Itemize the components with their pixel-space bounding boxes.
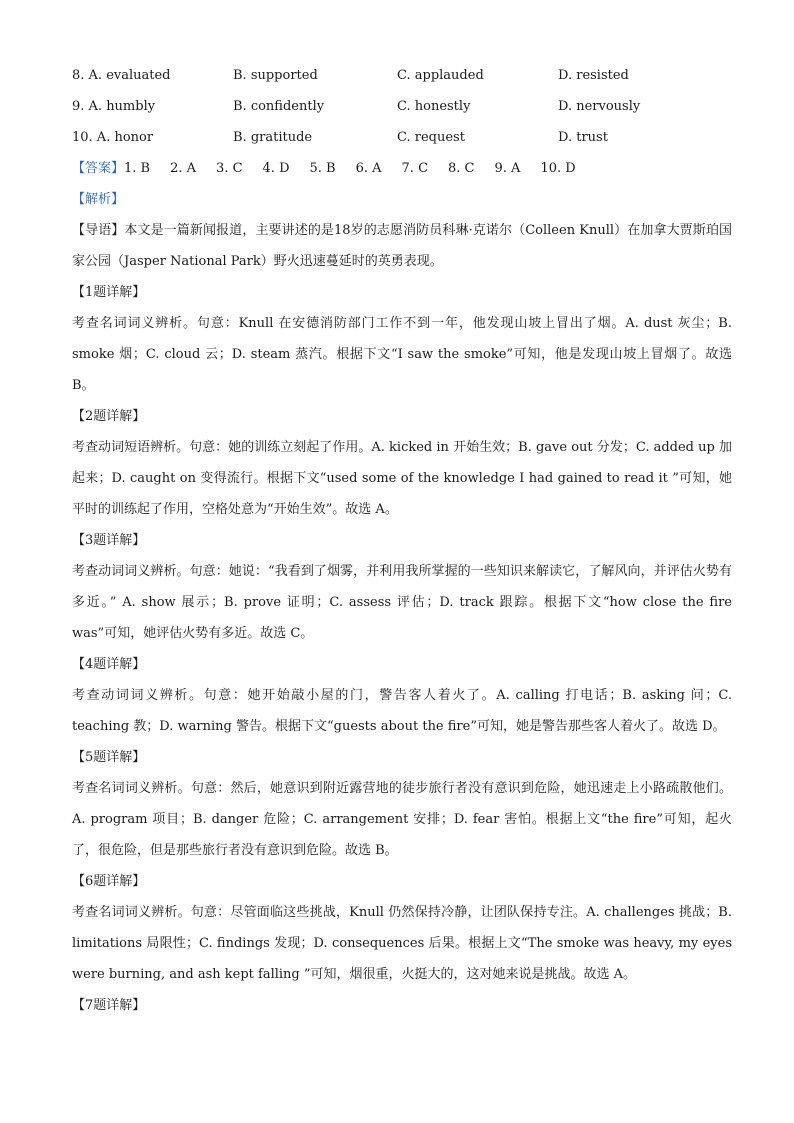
option-10c: C. request xyxy=(397,130,465,145)
options-row-9 xyxy=(72,91,732,122)
section-body-5: 考查名词词义辨析。句意：然后，她意识到附近露营地的徒步旅行者没有意识到危险，她迅速走上小路疏散他们。A. program 项目；B. danger 危险；C. arrangement 安排；D. fear 害怕。根据上文“the fire”可知，起火了，很危险，但是那些旅行者没有意识到危险。故选 B。 xyxy=(72,781,732,858)
option-10d: D. trust xyxy=(558,130,608,145)
section-body-1: 考查名词词义辨析。句意：Knull 在安德消防部门工作不到一年，他发现山坡上冒出了烟。A. dust 灰尘；B. smoke 烟；C. cloud 云；D. steam 蒸汽。根据下文“I saw the smoke”可知，他是发现山坡上冒烟了。故选 B。 xyxy=(72,316,732,393)
section-heading-6: 【6题详解】 xyxy=(72,874,146,889)
answer-7: 7. C xyxy=(401,161,429,176)
intro-label: 【导语】 xyxy=(72,223,125,238)
answer-9: 9. A xyxy=(494,161,521,176)
intro-text: 本文是一篇新闻报道，主要讲述的是18岁的志愿消防员科琳·克诺尔（Colleen Knull）在加拿大贾斯珀国家公园（Jasper National Park）野火迅速蔓延时的英勇表现。 xyxy=(72,223,732,269)
option-9b: B. confidently xyxy=(233,99,325,114)
answer-8: 8. C xyxy=(448,161,475,176)
document-page xyxy=(72,60,732,1021)
answer-10: 10. D xyxy=(540,161,576,176)
section-heading-3: 【3题详解】 xyxy=(72,533,146,548)
answer-6: 6. A xyxy=(355,161,382,176)
option-8b: B. supported xyxy=(233,68,318,83)
option-9d: D. nervously xyxy=(558,99,641,114)
answer-1: 1. B xyxy=(124,161,151,176)
analysis-heading: 【解析】 xyxy=(72,192,125,207)
section-heading-2: 【2题详解】 xyxy=(72,409,146,424)
section-body-4: 考查动词词义辨析。句意：她开始敲小屋的门，警告客人着火了。A. calling 打电话；B. asking 问；C. teaching 教；D. warning 警告。根据下文“guests about the fire”可知，她是警告那些客人着火了。故选 D。 xyxy=(72,688,732,734)
option-8a: 8. A. evaluated xyxy=(72,68,171,83)
section-heading-7: 【7题详解】 xyxy=(72,998,146,1013)
section-heading-1: 【1题详解】 xyxy=(72,285,146,300)
options-row-10 xyxy=(72,122,732,153)
section-heading-4: 【4题详解】 xyxy=(72,657,146,672)
option-8d: D. resisted xyxy=(558,68,629,83)
option-10b: B. gratitude xyxy=(233,130,313,145)
answer-2: 2. A xyxy=(170,161,197,176)
section-body-2: 考查动词短语辨析。句意：她的训练立刻起了作用。A. kicked in 开始生效；B. gave out 分发；C. added up 加起来；D. caught on 变得流行。根据下文“used some of the knowledge I had gained to read it ”可知，她平时的训练起了作用，空格处意为“开始生效”。故选 A。 xyxy=(72,440,732,517)
answer-3: 3. C xyxy=(216,161,243,176)
section-heading-5: 【5题详解】 xyxy=(72,750,146,765)
answer-4: 4. D xyxy=(262,161,290,176)
section-body-6: 考查名词词义辨析。句意：尽管面临这些挑战，Knull 仍然保持冷静，让团队保持专注。A. challenges 挑战；B. limitations 局限性；C. findings 发现；D. consequences 后果。根据上文“The smoke was heavy, my eyes were burning, and ash kept falling ”可知，烟很重，火挺大的，这对她来说是挑战。故选 A。 xyxy=(72,905,732,982)
option-9c: C. honestly xyxy=(397,99,471,114)
options-row-8 xyxy=(72,60,732,91)
option-10a: 10. A. honor xyxy=(72,130,154,145)
option-8c: C. applauded xyxy=(397,68,484,83)
section-body-3: 考查动词词义辨析。句意：她说：“我看到了烟雾，并利用我所掌握的一些知识来解读它，了解风向，并评估火势有多近。” A. show 展示；B. prove 证明；C. assess 评估；D. track 跟踪。根据下文“how close the fire was”可知，她评估火势有多近。故选 C。 xyxy=(72,564,732,641)
answers-label: 【答案】 xyxy=(72,161,125,176)
option-9a: 9. A. humbly xyxy=(72,99,156,114)
answer-5: 5. B xyxy=(309,161,336,176)
answer-key xyxy=(72,153,732,184)
intro-paragraph xyxy=(72,215,732,277)
